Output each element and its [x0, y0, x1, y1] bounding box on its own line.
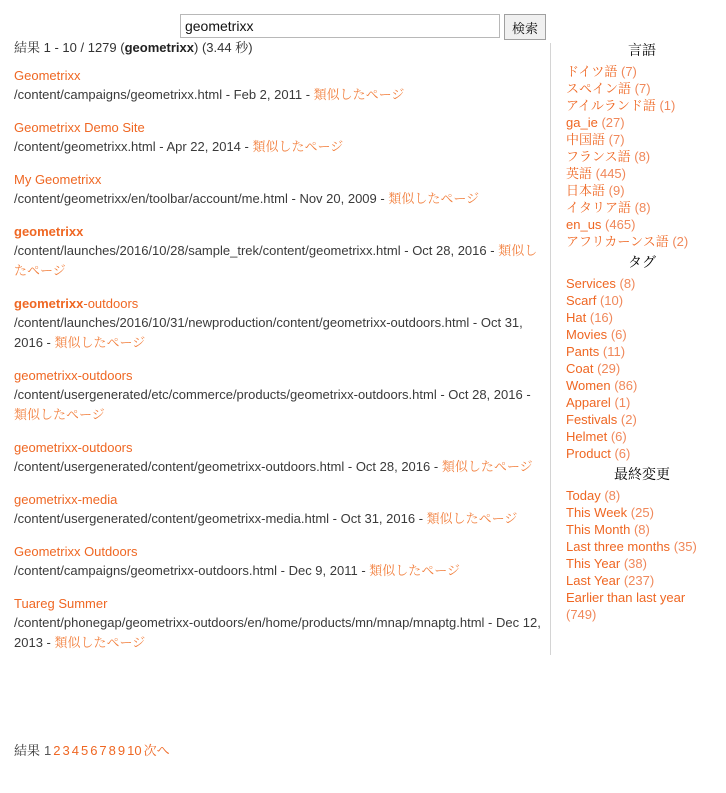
facet-item: [566, 131, 718, 148]
column-divider: [550, 43, 551, 655]
result-separator: -: [42, 635, 55, 650]
facet-link[interactable]: 日本語: [566, 183, 606, 198]
facet-item: [566, 97, 718, 114]
result-separator: -: [522, 387, 531, 402]
facet-item: [566, 165, 718, 182]
result-separator: -: [344, 459, 356, 474]
pagination-page-link[interactable]: 6: [90, 743, 98, 758]
facet-group: [566, 40, 718, 250]
facet-count: (7): [634, 81, 651, 96]
facet-item: [566, 275, 718, 292]
search-result: [14, 595, 542, 653]
facet-link[interactable]: Apparel: [566, 395, 611, 410]
result-separator: -: [357, 563, 370, 578]
facet-count: (1): [659, 98, 676, 113]
result-separator: -: [302, 87, 314, 102]
pagination-page-link[interactable]: 2: [53, 743, 61, 758]
facet-item: [566, 80, 718, 97]
pagination-pages: [44, 743, 144, 758]
results-summary-prefix: 結果: [14, 40, 41, 55]
facet-count: (9): [608, 183, 625, 198]
result-date: Oct 31, 2016: [340, 511, 416, 526]
facet-item: [566, 445, 718, 462]
facet-link[interactable]: Pants: [566, 344, 600, 359]
result-date: Nov 20, 2009: [299, 191, 377, 206]
facet-item: [566, 343, 718, 360]
results-summary-query: (geometrixx): [120, 40, 199, 55]
facet-item: [566, 555, 718, 572]
search-result: [14, 119, 542, 157]
result-url: /content/geometrixx.html: [14, 139, 156, 154]
facet-link[interactable]: Today: [566, 488, 601, 503]
facet-item: [566, 572, 718, 589]
facet-count: (8): [633, 522, 650, 537]
result-meta: [14, 385, 542, 425]
result-url: /content/usergenerated/etc/commerce/products/geometrixx-outdoors.html: [14, 387, 437, 402]
results-summary-time: (3.44 秒): [201, 40, 253, 55]
facet-group-heading: 最終変更: [614, 466, 670, 482]
results-summary: [14, 40, 542, 56]
facet-groups: [566, 40, 718, 623]
result-title-link[interactable]: Geometrixx: [14, 68, 81, 83]
similar-pages-link[interactable]: 類似したページ: [369, 563, 461, 578]
search-result: [14, 67, 542, 105]
facet-link[interactable]: スペイン語: [566, 81, 632, 96]
result-title-link[interactable]: Tuareg Summer: [14, 596, 108, 611]
result-separator: -: [436, 387, 449, 402]
facet-item: [566, 309, 718, 326]
result-url: /content/launches/2016/10/28/sample_trek/content/geometrixx.html: [14, 243, 401, 258]
facet-item: [566, 538, 718, 555]
result-meta: [14, 613, 542, 653]
result-url: /content/campaigns/geometrixx.html: [14, 87, 223, 102]
facet-count: (237): [623, 573, 655, 588]
result-separator: -: [415, 511, 427, 526]
search-input[interactable]: [180, 14, 500, 38]
result-title-link[interactable]: geometrixx-outdoors: [14, 368, 133, 383]
facet-item: [566, 292, 718, 309]
facet-link[interactable]: ga_ie: [566, 115, 598, 130]
facet-item: [566, 148, 718, 165]
facet-item: [566, 377, 718, 394]
facet-count: (2): [620, 412, 637, 427]
pagination-page-link[interactable]: 5: [80, 743, 89, 758]
result-separator: -: [155, 139, 167, 154]
facet-count: (8): [604, 488, 621, 503]
facet-item: [566, 411, 718, 428]
search-result: [14, 295, 542, 353]
result-separator: -: [277, 563, 289, 578]
facet-link[interactable]: ドイツ語: [566, 64, 618, 79]
facet-count: (29): [597, 361, 621, 376]
facet-count: (16): [589, 310, 613, 325]
facet-link[interactable]: アイルランド語: [566, 98, 656, 113]
facet-link[interactable]: フランス語: [566, 149, 631, 164]
search-result: [14, 223, 542, 281]
result-meta: [14, 85, 542, 105]
facet-count: (7): [608, 132, 625, 147]
facet-link[interactable]: Hat: [566, 310, 587, 325]
result-url: /content/usergenerated/content/geometrixx-media.html: [14, 511, 330, 526]
result-date: Apr 22, 2014: [166, 139, 241, 154]
facet-count: (6): [610, 429, 627, 444]
facet-item: [566, 428, 718, 445]
results-column: [14, 40, 542, 667]
result-title-link[interactable]: [14, 223, 542, 241]
facet-item: [566, 199, 718, 216]
result-separator: -: [484, 615, 496, 630]
result-date: Dec 12, 2013: [14, 615, 541, 650]
facet-link[interactable]: This Year: [566, 556, 621, 571]
similar-pages-link[interactable]: 類似したページ: [14, 243, 538, 278]
facet-count: (2): [672, 234, 689, 249]
facet-link[interactable]: Last three months: [566, 539, 671, 554]
search-result: [14, 491, 542, 529]
facet-link[interactable]: Women: [566, 378, 611, 393]
result-url: /content/geometrixx/en/toolbar/account/me.html: [14, 191, 288, 206]
result-title-highlight: geometrixx: [14, 224, 84, 239]
facet-list: [566, 487, 718, 623]
facet-group-heading: 言語: [628, 42, 656, 58]
facet-count: (6): [610, 327, 627, 342]
facet-count: (86): [614, 378, 638, 393]
result-title-suffix: -outdoors: [83, 296, 139, 311]
result-separator: -: [376, 191, 389, 206]
result-url: /content/usergenerated/content/geometrixx-outdoors.html: [14, 459, 345, 474]
facet-link[interactable]: 英語: [566, 166, 593, 181]
facet-count: (38): [623, 556, 647, 571]
pagination-label: 結果: [14, 743, 41, 758]
result-meta: [14, 189, 542, 209]
facet-group: [566, 252, 718, 462]
result-title-link[interactable]: geometrixx-media: [14, 492, 118, 507]
facet-count: (8): [634, 200, 651, 215]
facet-count: (8): [634, 149, 651, 164]
facet-link[interactable]: Movies: [566, 327, 608, 342]
facet-list: [566, 63, 718, 250]
facet-list: [566, 275, 718, 462]
search-bar: [0, 0, 726, 40]
facet-item: [566, 326, 718, 343]
similar-pages-link[interactable]: 類似したページ: [388, 191, 480, 206]
facet-count: (1): [614, 395, 631, 410]
results-summary-range: 1 - 10 / 1279: [43, 40, 117, 55]
result-meta: [14, 313, 542, 353]
result-meta: [14, 509, 542, 529]
result-date: Feb 2, 2011: [233, 87, 303, 102]
facet-link[interactable]: en_us: [566, 217, 602, 232]
facet-item: [566, 63, 718, 80]
facet-item: [566, 233, 718, 250]
facet-link[interactable]: 中国語: [566, 132, 606, 147]
similar-pages-link[interactable]: 類似したページ: [313, 87, 405, 102]
similar-pages-link[interactable]: 類似したページ: [252, 139, 344, 154]
result-separator: -: [240, 139, 253, 154]
result-date: Oct 28, 2016: [448, 387, 523, 402]
search-result: [14, 367, 542, 425]
result-meta: [14, 241, 542, 281]
similar-pages-link[interactable]: 類似したページ: [54, 635, 146, 650]
facet-item: [566, 216, 718, 233]
results-list: [14, 67, 542, 653]
facet-item: [566, 394, 718, 411]
pagination-page-link[interactable]: 7: [99, 743, 107, 758]
facet-count: (6): [614, 446, 631, 461]
facet-count: (10): [599, 293, 624, 308]
result-date: Oct 31, 2016: [14, 315, 523, 350]
similar-pages-link[interactable]: 類似したページ: [426, 511, 518, 526]
facet-count: (749): [566, 607, 597, 622]
result-title-link[interactable]: geometrixx-outdoors: [14, 440, 133, 455]
pagination-page-link[interactable]: 3: [62, 743, 70, 758]
result-title-link[interactable]: My Geometrixx: [14, 172, 102, 187]
facet-count: (445): [595, 166, 626, 181]
pagination: [14, 742, 170, 760]
facet-item: [566, 504, 718, 521]
facet-count: (7): [620, 64, 637, 79]
result-meta: [14, 457, 542, 477]
result-url: /content/phonegap/geometrixx-outdoors/en/home/products/mn/mnap/mnaptg.html: [14, 615, 485, 630]
pagination-page-link[interactable]: 8: [108, 743, 116, 758]
result-title-link[interactable]: [14, 295, 542, 313]
search-result: [14, 171, 542, 209]
facet-item: [566, 589, 718, 623]
pagination-page-link[interactable]: 10: [127, 743, 142, 758]
result-url: /content/campaigns/geometrixx-outdoors.html: [14, 563, 278, 578]
search-result: [14, 439, 542, 477]
result-date: Dec 9, 2011: [288, 563, 358, 578]
facet-count: (25): [630, 505, 654, 520]
result-separator: -: [287, 191, 300, 206]
facet-link[interactable]: Earlier than last year: [566, 590, 686, 605]
facet-link[interactable]: Coat: [566, 361, 594, 376]
facet-group: [566, 464, 718, 623]
facet-link[interactable]: Scarf: [566, 293, 597, 308]
result-url: /content/launches/2016/10/31/newproduction/content/geometrixx-outdoors.html: [14, 315, 470, 330]
similar-pages-link[interactable]: 類似したページ: [54, 335, 146, 350]
similar-pages-link[interactable]: 類似したページ: [14, 407, 105, 422]
result-separator: -: [486, 243, 499, 258]
result-meta: [14, 137, 542, 157]
facets-column: [566, 40, 718, 625]
facet-count: (8): [619, 276, 636, 291]
result-separator: -: [430, 459, 442, 474]
result-title-highlight: geometrixx: [14, 296, 84, 311]
facet-link[interactable]: Product: [566, 446, 611, 461]
result-date: Oct 28, 2016: [412, 243, 487, 258]
facet-link[interactable]: イタリア語: [566, 200, 632, 215]
similar-pages-link[interactable]: 類似したページ: [441, 459, 533, 474]
facet-count: (35): [673, 539, 697, 554]
facet-group-heading: タグ: [628, 254, 656, 270]
pagination-page-link[interactable]: 9: [117, 743, 126, 758]
search-result: [14, 543, 542, 581]
facet-item: [566, 360, 718, 377]
pagination-page-link[interactable]: 4: [71, 743, 79, 758]
facet-item: [566, 521, 718, 538]
facet-link[interactable]: This Week: [566, 505, 628, 520]
pagination-current-page: 1: [44, 743, 52, 758]
facet-item: [566, 182, 718, 199]
result-title-link[interactable]: Geometrixx Outdoors: [14, 544, 138, 559]
result-separator: -: [400, 243, 413, 258]
facet-item: [566, 114, 718, 131]
facet-link[interactable]: Last Year: [566, 573, 621, 588]
facet-count: (27): [601, 115, 625, 130]
facet-item: [566, 487, 718, 504]
facet-link[interactable]: アフリカーンス語: [566, 234, 669, 249]
result-title-link[interactable]: Geometrixx Demo Site: [14, 120, 145, 135]
search-submit-button[interactable]: 検索: [504, 14, 546, 40]
facet-link[interactable]: Services: [566, 276, 616, 291]
result-separator: -: [222, 87, 234, 102]
facet-link[interactable]: Festivals: [566, 412, 618, 427]
result-meta: [14, 561, 542, 581]
result-date: Oct 28, 2016: [355, 459, 431, 474]
facet-link[interactable]: Helmet: [566, 429, 608, 444]
pagination-next-link[interactable]: 次へ: [143, 743, 170, 758]
result-separator: -: [329, 511, 341, 526]
facet-count: (11): [602, 344, 626, 359]
result-separator: -: [469, 315, 481, 330]
result-separator: -: [42, 335, 55, 350]
facet-count: (465): [605, 217, 636, 232]
facet-link[interactable]: This Month: [566, 522, 631, 537]
